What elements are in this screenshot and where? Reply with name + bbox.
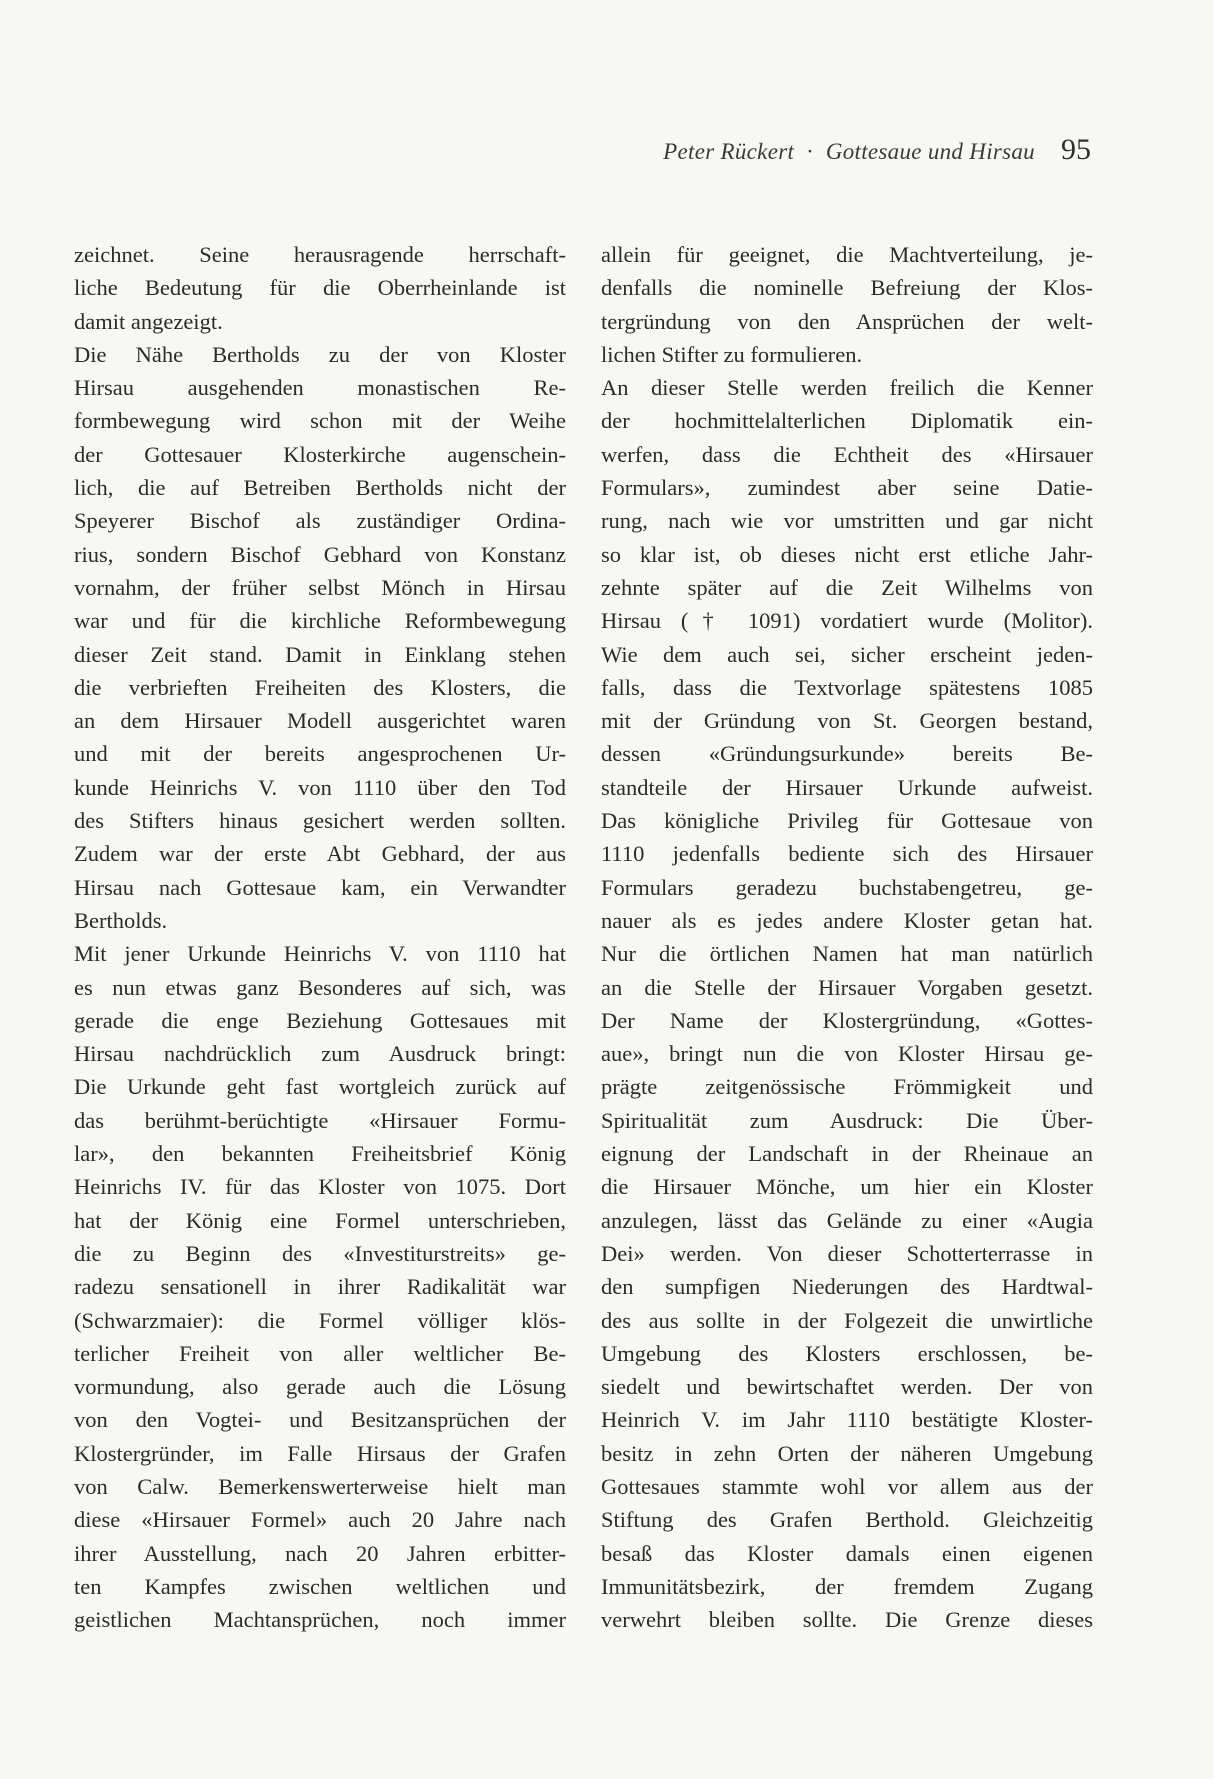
text-line: falls, dass die Textvorlage spätestens 1085 bbox=[601, 674, 1093, 700]
text-line: an dem Hirsauer Modell ausgerichtet waren bbox=[74, 708, 566, 734]
text-line: die zu Beginn des «Investiturstreits» ge- bbox=[74, 1240, 566, 1266]
text-line: Immunitätsbezirk, der fremdem Zugang bbox=[601, 1573, 1093, 1599]
text-line: Formulars», zumindest aber seine Datie- bbox=[601, 475, 1093, 501]
text-line: den sumpfigen Niederungen des Hardtwal- bbox=[601, 1274, 1093, 1300]
header-author: Peter Rückert bbox=[663, 139, 795, 164]
text-line: dieser Zeit stand. Damit in Einklang stehen bbox=[74, 641, 566, 667]
header-separator: · bbox=[806, 139, 814, 164]
text-line: Umgebung des Klosters erschlossen, be- bbox=[601, 1340, 1093, 1366]
text-line: Die Urkunde geht fast wortgleich zurück auf bbox=[74, 1074, 566, 1100]
text-line: zeichnet. Seine herausragende herrschaft- bbox=[74, 242, 566, 267]
text-line: vornahm, der früher selbst Mönch in Hirsau bbox=[74, 574, 566, 600]
text-line: Gottesaues stammte wohl vor allem aus der bbox=[601, 1473, 1093, 1499]
text-line: die verbrieften Freiheiten des Klosters, die bbox=[74, 674, 566, 700]
left-text-column bbox=[74, 238, 566, 1636]
text-line: Zudem war der erste Abt Gebhard, der aus bbox=[74, 841, 566, 867]
text-line: Die Nähe Bertholds zu der von Kloster bbox=[74, 341, 566, 367]
text-line: es nun etwas ganz Besonderes auf sich, was bbox=[74, 974, 566, 1000]
text-line: war und für die kirchliche Reformbewegung bbox=[74, 608, 566, 634]
text-line: eignung der Landschaft in der Rheinaue an bbox=[601, 1141, 1093, 1167]
text-line: allein für geeignet, die Machtverteilung, je- bbox=[601, 242, 1093, 267]
text-line: Das königliche Privileg für Gottesaue von bbox=[601, 808, 1093, 834]
text-line: nauer als es jedes andere Kloster getan hat. bbox=[601, 907, 1093, 933]
text-line: lar», den bekannten Freiheitsbrief König bbox=[74, 1141, 566, 1167]
text-line: so klar ist, ob dieses nicht erst etliche Jahr- bbox=[601, 541, 1093, 567]
text-line: die Hirsauer Mönche, um hier ein Kloster bbox=[601, 1174, 1093, 1200]
text-line: hat der König eine Formel unterschrieben, bbox=[74, 1207, 566, 1233]
text-line: werfen, dass die Echtheit des «Hirsauer bbox=[601, 441, 1093, 467]
text-line: siedelt und bewirtschaftet werden. Der von bbox=[601, 1374, 1093, 1400]
text-line: rung, nach wie vor umstritten und gar nicht bbox=[601, 508, 1093, 534]
text-line: Nur die örtlichen Namen hat man natürlich bbox=[601, 941, 1093, 967]
text-line: aue», bringt nun die von Kloster Hirsau ge- bbox=[601, 1041, 1093, 1067]
text-line: ihrer Ausstellung, nach 20 Jahren erbitter- bbox=[74, 1540, 566, 1566]
text-line: denfalls die nominelle Befreiung der Klos- bbox=[601, 275, 1093, 301]
text-line: zehnte später auf die Zeit Wilhelms von bbox=[601, 574, 1093, 600]
text-line: besitz in zehn Orten der näheren Umgebung bbox=[601, 1440, 1093, 1466]
text-line: terlicher Freiheit von aller weltlicher Be- bbox=[74, 1340, 566, 1366]
text-line: Formulars geradezu buchstabengetreu, ge- bbox=[601, 874, 1093, 900]
text-line: standteile der Hirsauer Urkunde aufweist. bbox=[601, 774, 1093, 800]
text-line: Klostergründer, im Falle Hirsaus der Grafen bbox=[74, 1440, 566, 1466]
header-title: Gottesaue und Hirsau bbox=[825, 139, 1035, 164]
text-line: an die Stelle der Hirsauer Vorgaben gesetzt. bbox=[601, 974, 1093, 1000]
text-line: kunde Heinrichs V. von 1110 über den Tod bbox=[74, 774, 566, 800]
text-line: liche Bedeutung für die Oberrheinlande ist bbox=[74, 275, 566, 301]
text-line: Speyerer Bischof als zuständiger Ordina- bbox=[74, 508, 566, 534]
text-line: des Stifters hinaus gesichert werden sollten. bbox=[74, 808, 566, 834]
text-line: mit der Gründung von St. Georgen bestand, bbox=[601, 708, 1093, 734]
text-line: anzulegen, lässt das Gelände zu einer «Augia bbox=[601, 1207, 1093, 1233]
text-line: Spiritualität zum Ausdruck: Die Über- bbox=[601, 1107, 1093, 1133]
text-line: gerade die enge Beziehung Gottesaues mit bbox=[74, 1007, 566, 1033]
text-line: das berühmt-berüchtigte «Hirsauer Formu- bbox=[74, 1107, 566, 1133]
text-line: lichen Stifter zu formulieren. bbox=[601, 341, 863, 367]
text-line: prägte zeitgenössische Frömmigkeit und bbox=[601, 1074, 1093, 1100]
text-line: Dei» werden. Von dieser Schotterterrasse in bbox=[601, 1240, 1093, 1266]
text-line: Hirsau († 1091) vordatiert wurde (Molitor). bbox=[601, 608, 1093, 634]
text-line: des aus sollte in der Folgezeit die unwirtliche bbox=[601, 1307, 1093, 1333]
text-line: geistlichen Machtansprüchen, noch immer bbox=[74, 1607, 566, 1633]
text-line: Hirsau ausgehenden monastischen Re- bbox=[74, 375, 566, 401]
text-line: damit angezeigt. bbox=[74, 308, 223, 334]
text-line: Wie dem auch sei, sicher erscheint jeden- bbox=[601, 641, 1093, 667]
running-header bbox=[663, 133, 1091, 167]
text-line: der hochmittelalterlichen Diplomatik ein- bbox=[601, 408, 1093, 434]
text-line: diese «Hirsauer Formel» auch 20 Jahre nach bbox=[74, 1507, 566, 1533]
text-line: ten Kampfes zwischen weltlichen und bbox=[74, 1573, 566, 1599]
text-line: formbewegung wird schon mit der Weihe bbox=[74, 408, 566, 434]
text-line: und mit der bereits angesprochenen Ur- bbox=[74, 741, 566, 767]
text-line: dessen «Gründungsurkunde» bereits Be- bbox=[601, 741, 1093, 767]
text-line: besaß das Kloster damals einen eigenen bbox=[601, 1540, 1093, 1566]
text-line: von den Vogtei- und Besitzansprüchen der bbox=[74, 1407, 566, 1433]
text-line: von Calw. Bemerkenswerterweise hielt man bbox=[74, 1473, 566, 1499]
text-line: Stiftung des Grafen Berthold. Gleichzeitig bbox=[601, 1507, 1093, 1533]
text-line: der Gottesauer Klosterkirche augenschein- bbox=[74, 441, 566, 467]
text-line: lich, die auf Betreiben Bertholds nicht der bbox=[74, 475, 566, 501]
text-line: vormundung, also gerade auch die Lösung bbox=[74, 1374, 566, 1400]
text-line: Hirsau nach Gottesaue kam, ein Verwandter bbox=[74, 874, 566, 900]
text-line: Heinrichs IV. für das Kloster von 1075. Dort bbox=[74, 1174, 566, 1200]
text-line: (Schwarzmaier): die Formel völliger klös- bbox=[74, 1307, 566, 1333]
text-line: Hirsau nachdrücklich zum Ausdruck bringt: bbox=[74, 1041, 566, 1067]
text-line: An dieser Stelle werden freilich die Kenner bbox=[601, 375, 1093, 401]
right-text-column bbox=[601, 238, 1093, 1636]
text-line: rius, sondern Bischof Gebhard von Konstanz bbox=[74, 541, 566, 567]
text-line: Mit jener Urkunde Heinrichs V. von 1110 hat bbox=[74, 941, 566, 967]
text-line: Bertholds. bbox=[74, 907, 168, 933]
text-line: tergründung von den Ansprüchen der welt- bbox=[601, 308, 1093, 334]
text-line: Heinrich V. im Jahr 1110 bestätigte Kloster- bbox=[601, 1407, 1093, 1433]
text-line: Der Name der Klostergründung, «Gottes- bbox=[601, 1007, 1093, 1033]
text-line: radezu sensationell in ihrer Radikalität war bbox=[74, 1274, 566, 1300]
text-line: verwehrt bleiben sollte. Die Grenze dieses bbox=[601, 1607, 1093, 1633]
text-line: 1110 jedenfalls bediente sich des Hirsauer bbox=[601, 841, 1093, 867]
page-number: 95 bbox=[1061, 133, 1091, 166]
